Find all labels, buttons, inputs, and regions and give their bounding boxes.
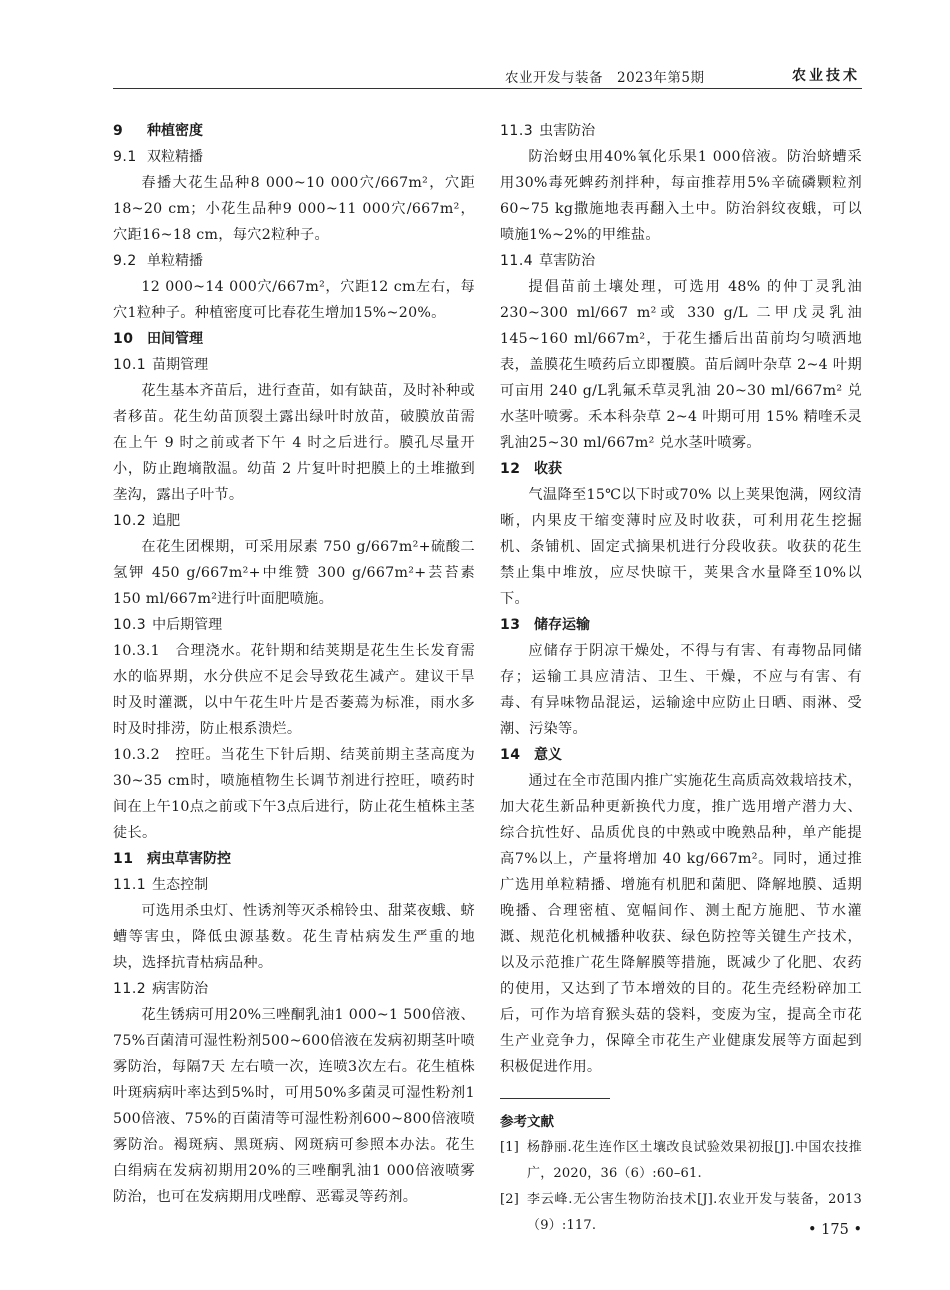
references-divider bbox=[500, 1098, 610, 1099]
heading-11: 11 病虫草害防控 bbox=[113, 851, 231, 867]
paragraph-13: 应储存于阴凉干燥处，不得与有害、有毒物品同储存；运输工具应清洁、卫生、干燥，不应与有害、有毒、有异味物品混运，运输途中应防止日晒、雨淋、受潮、污染等。 bbox=[500, 643, 862, 737]
paragraph-10-3-1: 10.3.1 合理浇水。花针期和结荚期是花生生长发育需水的临界期，水分供应不足会导致花生减产。建议干旱时及时灌溉，以中午花生叶片是否萎蔫为标准，雨水多时及时排涝，防止根系溃烂。 bbox=[113, 643, 475, 737]
page-number: • 175 • bbox=[808, 1222, 862, 1238]
heading-14: 14 意义 bbox=[500, 747, 562, 763]
heading-10: 10 田间管理 bbox=[113, 331, 203, 347]
paragraph-9-1: 春播大花生品种8 000~10 000穴/667m²，穴距18~20 cm；小花生品种9 000~11 000穴/667m²，穴距16~18 cm，每穴2粒种子。 bbox=[113, 175, 475, 243]
heading-11-4: 11.4 草害防治 bbox=[500, 253, 596, 269]
heading-13: 13 储存运输 bbox=[500, 617, 590, 633]
heading-11-2: 11.2 病害防治 bbox=[113, 981, 209, 997]
paragraph-10-3-2: 10.3.2 控旺。当花生下针后期、结荚前期主茎高度为30~35 cm时，喷施植物生长调节剂进行控旺，喷药时间在上午10点之前或下午3点后进行，防止花生植株主茎徒长。 bbox=[113, 747, 475, 841]
journal-issue: 农业开发与装备 2023年第5期 bbox=[505, 70, 705, 86]
paragraph-10-1: 花生基本齐苗后，进行查苗，如有缺苗，及时补种或者移苗。花生幼苗顶裂土露出绿叶时放苗，破膜放苗需在上午 9 时之前或者下午 4 时之后进行。膜孔尽量开小，防止跑墒散温。幼苗 2 片复叶时把膜上的土堆撤到垄沟，露出子叶节。 bbox=[113, 383, 475, 503]
heading-10-2: 10.2 追肥 bbox=[113, 513, 181, 529]
heading-12: 12 收获 bbox=[500, 461, 562, 477]
paragraph-9-2: 12 000~14 000穴/667m²，穴距12 cm左右，每穴1粒种子。种植密度可比春花生增加15%~20%。 bbox=[113, 279, 475, 321]
paragraph-11-3: 防治蚜虫用40%氧化乐果1 000倍液。防治蛴螬采用30%毒死蜱药剂拌种，每亩推荐用5%辛硫磷颗粒剂60~75 kg撒施地表再翻入土中。防治斜纹夜蛾，可以喷施1%~2%的甲维盐。 bbox=[500, 149, 862, 243]
running-header bbox=[113, 62, 862, 89]
heading-9-1: 9.1 双粒精播 bbox=[113, 149, 203, 165]
paragraph-11-4: 提倡苗前土壤处理，可选用 48% 的仲丁灵乳油 230~300 ml/667 m²或 330 g/L 二甲戊灵乳油145~160 ml/667m²，于花生播后出苗前均匀喷洒地表，盖膜花生喷药后立即覆膜。苗后阔叶杂草 2~4 叶期可亩用 240 g/L乳氟禾草灵乳油 20~30 ml/667m² 兑水茎叶喷雾。禾本科杂草 2~4 叶期可用 15% 精喹禾灵乳油25~30 ml/667m² 兑水茎叶喷雾。 bbox=[500, 279, 862, 451]
heading-9-2: 9.2 单粒精播 bbox=[113, 253, 203, 269]
reference-item: [2] 李云峰.无公害生物防治技术[J].农业开发与装备，2013（9）:117. bbox=[500, 1192, 862, 1233]
heading-10-3: 10.3 中后期管理 bbox=[113, 617, 223, 633]
heading-9: 9 种植密度 bbox=[113, 123, 203, 139]
paragraph-10-2: 在花生团棵期，可采用尿素 750 g/667m²+硫酸二氢钾 450 g/667m²+中维赞 300 g/667m²+芸苔素 150 ml/667m²进行叶面肥喷施。 bbox=[113, 539, 475, 607]
heading-11-1: 11.1 生态控制 bbox=[113, 877, 209, 893]
references-title: 参考文献 bbox=[500, 1114, 554, 1130]
reference-item: [1] 杨静丽.花生连作区土壤改良试验效果初报[J].中国农技推广，2020，36（6）:60–61. bbox=[500, 1140, 862, 1181]
paragraph-12: 气温降至15℃以下时或70% 以上荚果饱满，网纹清晰，内果皮干缩变薄时应及时收获，可利用花生挖掘机、条铺机、固定式摘果机进行分段收获。收获的花生禁止集中堆放，应尽快晾干，荚果含水量降至10%以下。 bbox=[500, 487, 862, 607]
paragraph-11-2: 花生锈病可用20%三唑酮乳油1 000~1 500倍液、75%百菌清可湿性粉剂500~600倍液在发病初期茎叶喷雾防治，每隔7天 左右喷一次，连喷3次左右。花生植株叶斑病病叶率达到5%时，可用50%多菌灵可湿性粉剂1 500倍液、75%的百菌清等可湿性粉剂600~800倍液喷雾防治。褐斑病、黑斑病、网斑病可参照本办法。花生白绢病在发病初期用20%的三唑酮乳油1 000倍液喷雾防治，也可在发病期用戊唑醇、恶霉灵等药剂。 bbox=[113, 1007, 475, 1205]
paragraph-14: 通过在全市范围内推广实施花生高质高效栽培技术，加大花生新品种更新换代力度，推广选用增产潜力大、综合抗性好、品质优良的中熟或中晚熟品种，单产能提高7%以上，产量将增加 40 kg/667m²。同时，通过推广选用单粒精播、增施有机肥和菌肥、降解地膜、适期晚播、合理密植、宽幅间作、测土配方施肥、节水灌溉、规范化机械播种收获、绿色防控等关键生产技术，以及示范推广花生降解膜等措施，既减少了化肥、农药的使用，又达到了节本增效的目的。花生壳经粉碎加工后，可作为培育猴头菇的袋料，变废为宝，提高全市花生产业竞争力，保障全市花生产业健康发展等方面起到积极促进作用。 bbox=[500, 773, 862, 1075]
left-column bbox=[113, 118, 475, 1210]
right-column bbox=[500, 118, 862, 1239]
heading-11-3: 11.3 虫害防治 bbox=[500, 123, 596, 139]
section-tag: 农业技术 bbox=[792, 68, 860, 84]
heading-10-1: 10.1 苗期管理 bbox=[113, 357, 209, 373]
paragraph-11-1: 可选用杀虫灯、性诱剂等灭杀棉铃虫、甜菜夜蛾、蛴螬等害虫，降低虫源基数。花生青枯病发生严重的地块，选择抗青枯病品种。 bbox=[113, 903, 475, 971]
